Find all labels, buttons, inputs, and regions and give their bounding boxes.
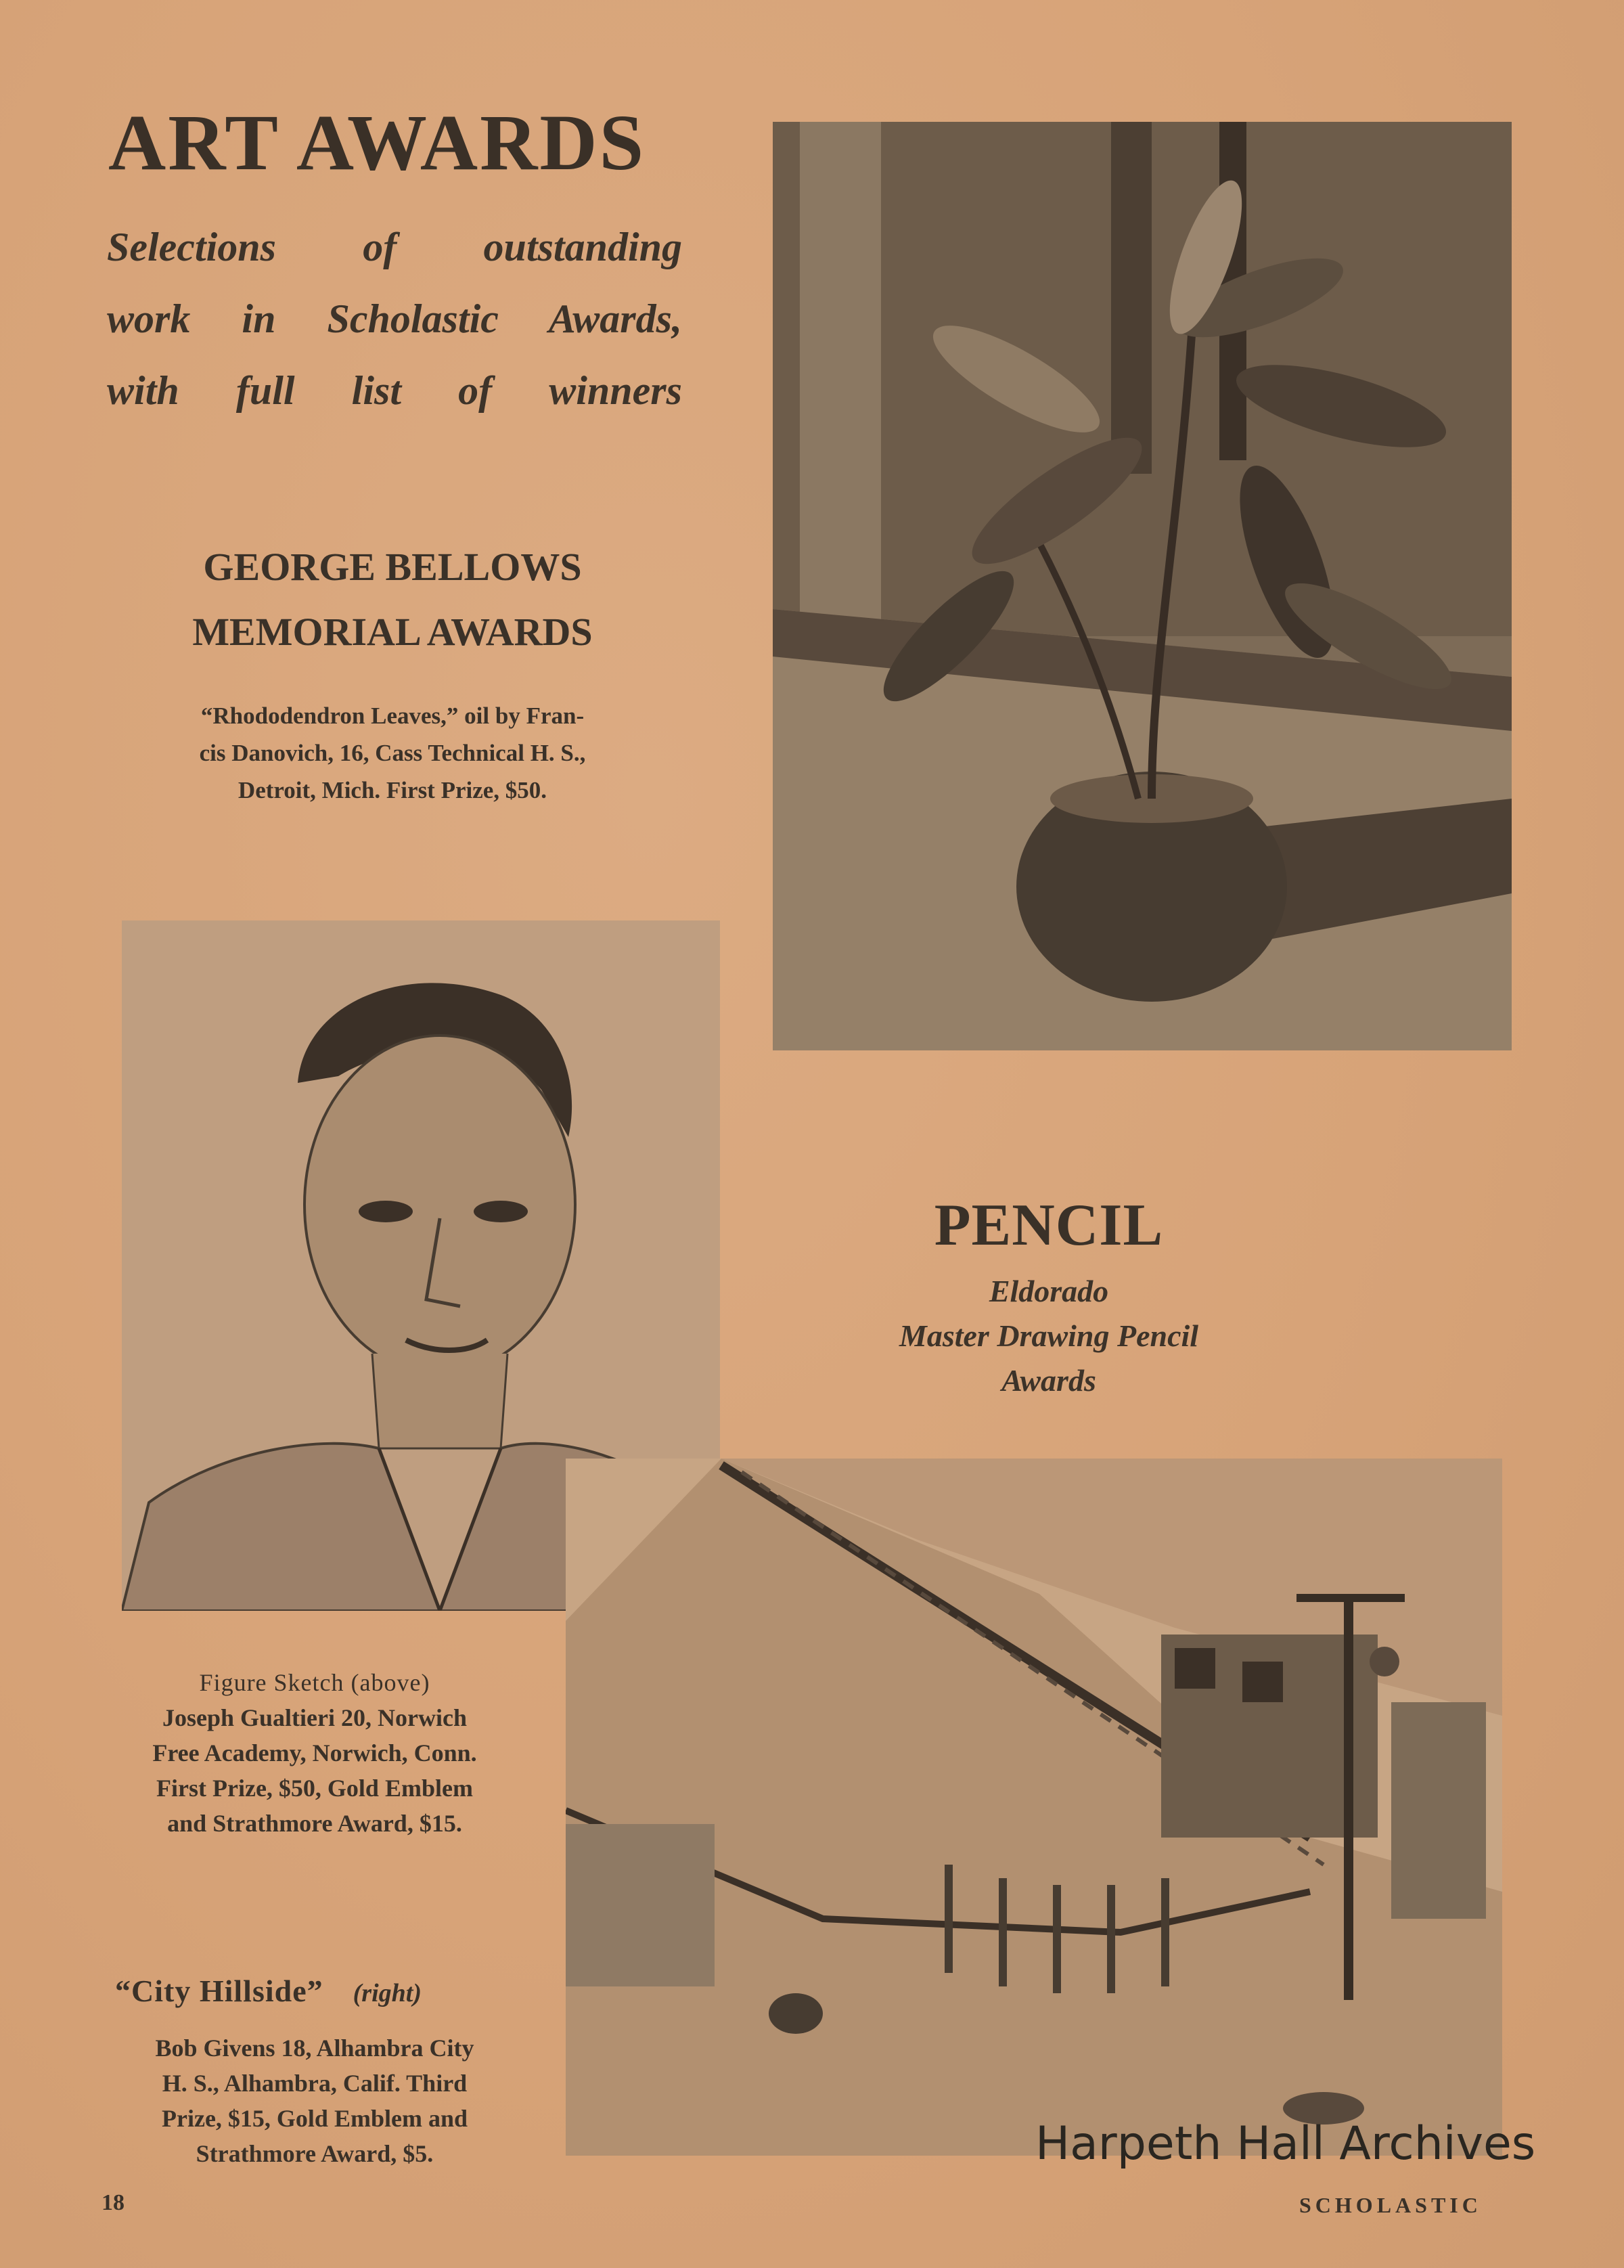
bellows-heading-line: GEORGE BELLOWS (203, 545, 582, 589)
pencil-sub-line: Master Drawing Pencil (899, 1318, 1199, 1353)
caption-line: H. S., Alhambra, Calif. Third (162, 2070, 468, 2097)
pencil-heading: PENCIL (934, 1193, 1164, 1258)
subtitle-line: Selections of outstanding (107, 225, 682, 269)
caption-line: Joseph Gualtieri 20, Norwich (162, 1704, 467, 1731)
archive-watermark: Harpeth Hall Archives (1035, 2117, 1536, 2171)
rhododendron-illustration (773, 122, 1512, 1050)
caption-line: Detroit, Mich. First Prize, $50. (238, 777, 547, 803)
caption-line: Bob Givens 18, Alhambra City (155, 2034, 474, 2062)
subtitle-line: with full list of winners (107, 368, 682, 413)
pencil-sub-line: Awards (1001, 1363, 1096, 1398)
caption-line: “Rhododendron Leaves,” oil by Fran- (200, 703, 585, 729)
pencil-subheading (798, 1269, 1299, 1403)
caption-line: Prize, $15, Gold Emblem and (162, 2105, 468, 2132)
city-hillside-note: (right) (353, 1979, 422, 2007)
magazine-name: SCHOLASTIC (1299, 2193, 1482, 2217)
page-title: ART AWARDS (108, 98, 646, 187)
page-subtitle (107, 211, 682, 426)
caption-line: and Strathmore Award, $15. (167, 1810, 462, 1837)
city-hillside-caption (95, 2030, 535, 2171)
city-hillside-title: “City Hillside” (115, 1974, 323, 2008)
city-hillside-drawing (566, 1459, 1502, 2156)
bellows-heading (108, 535, 677, 665)
subtitle-line: work in Scholastic Awards, (107, 296, 682, 341)
caption-line: Strathmore Award, $5. (196, 2140, 434, 2167)
bellows-heading-line: MEMORIAL AWARDS (192, 610, 593, 654)
figure-sketch-caption (95, 1665, 535, 1841)
city-hillside-illustration (566, 1459, 1502, 2156)
bellows-caption (108, 697, 677, 809)
caption-line: Free Academy, Norwich, Conn. (152, 1739, 477, 1766)
caption-line: Figure Sketch (above) (199, 1669, 430, 1696)
city-hillside-title-row (115, 1973, 521, 2009)
caption-line: First Prize, $50, Gold Emblem (156, 1775, 473, 1802)
rhododendron-painting (773, 122, 1512, 1050)
page-number: 18 (102, 2190, 125, 2215)
pencil-sub-line: Eldorado (989, 1274, 1109, 1308)
caption-line: cis Danovich, 16, Cass Technical H. S., (199, 740, 586, 766)
